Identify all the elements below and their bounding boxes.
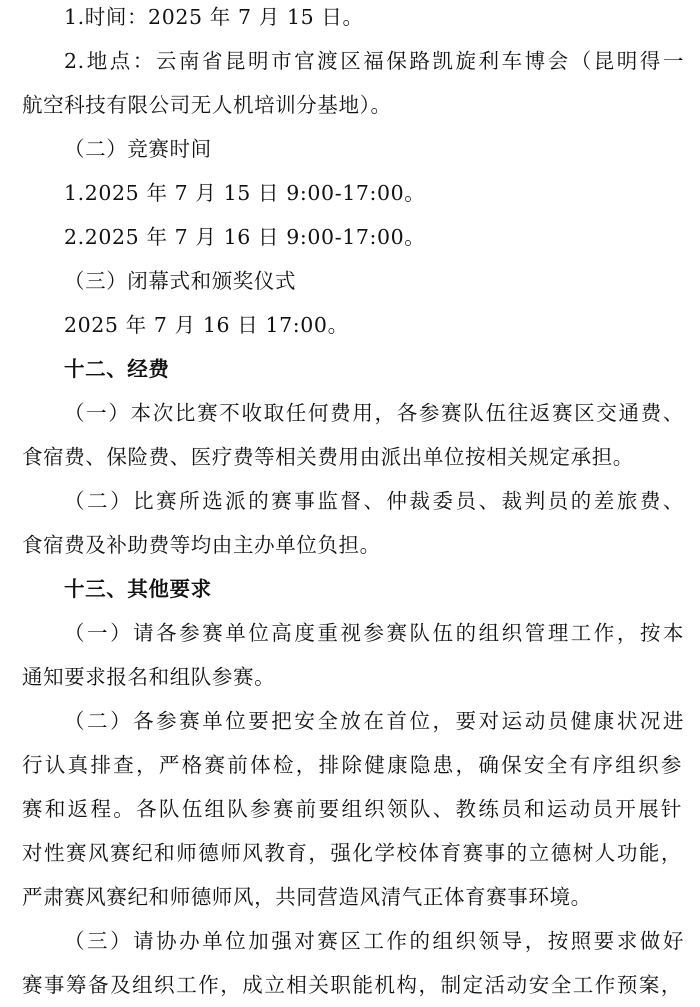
section-closing-ceremony: （三）闭幕式和颁奖仪式 — [64, 269, 297, 293]
requirement-item-2-cont-1: 行认真排查，严格赛前体检，排除健康隐患，确保安全有序组织参 — [22, 753, 682, 777]
item-location: 2.地点：云南省昆明市官渡区福保路凯旋利车博会（昆明得一 — [64, 49, 684, 73]
requirement-item-2-cont-3: 对性赛风赛纪和师德师风教育，强化学校体育赛事的立德树人功能， — [22, 841, 682, 865]
funding-item-1: （一）本次比赛不收取任何费用，各参赛队伍往返赛区交通费、 — [64, 401, 684, 425]
item-location-cont: 航空科技有限公司无人机培训分基地）。 — [22, 93, 392, 117]
requirement-item-1: （一）请各参赛单位高度重视参赛队伍的组织管理工作，按本 — [64, 621, 684, 645]
requirement-item-2: （二）各参赛单位要把安全放在首位，要对运动员健康状况进 — [64, 709, 684, 733]
requirement-item-2-cont-4: 严肃赛风赛纪和师德师风，共同营造风清气正体育赛事环境。 — [22, 885, 592, 909]
requirement-item-3-cont: 赛事筹备及组织工作，成立相关职能机构，制定活动安全工作预案， — [22, 973, 682, 997]
item-closing-time: 2025 年 7 月 16 日 17:00。 — [64, 313, 349, 337]
requirement-item-1-cont: 通知要求报名和组队参赛。 — [22, 665, 276, 689]
section-competition-time: （二）竞赛时间 — [64, 137, 212, 161]
funding-item-2: （二）比赛所选派的赛事监督、仲裁委员、裁判员的差旅费、 — [64, 489, 684, 513]
funding-item-1-cont: 食宿费、保险费、医疗费等相关费用由派出单位按相关规定承担。 — [22, 445, 634, 469]
item-day-2: 2.2025 年 7 月 16 日 9:00-17:00。 — [64, 225, 426, 249]
requirement-item-3: （三）请协办单位加强对赛区工作的组织领导，按照要求做好 — [64, 929, 684, 953]
heading-funding: 十二、经费 — [64, 357, 170, 381]
requirement-item-2-cont-2: 赛和返程。各队伍组队参赛前要组织领队、教练员和运动员开展针 — [22, 797, 682, 821]
heading-other-requirements: 十三、其他要求 — [64, 577, 212, 601]
funding-item-2-cont: 食宿费及补助费等均由主办单位负担。 — [22, 533, 381, 557]
item-day-1: 1.2025 年 7 月 15 日 9:00-17:00。 — [64, 181, 426, 205]
item-time: 1.时间：2025 年 7 月 15 日。 — [64, 5, 364, 29]
